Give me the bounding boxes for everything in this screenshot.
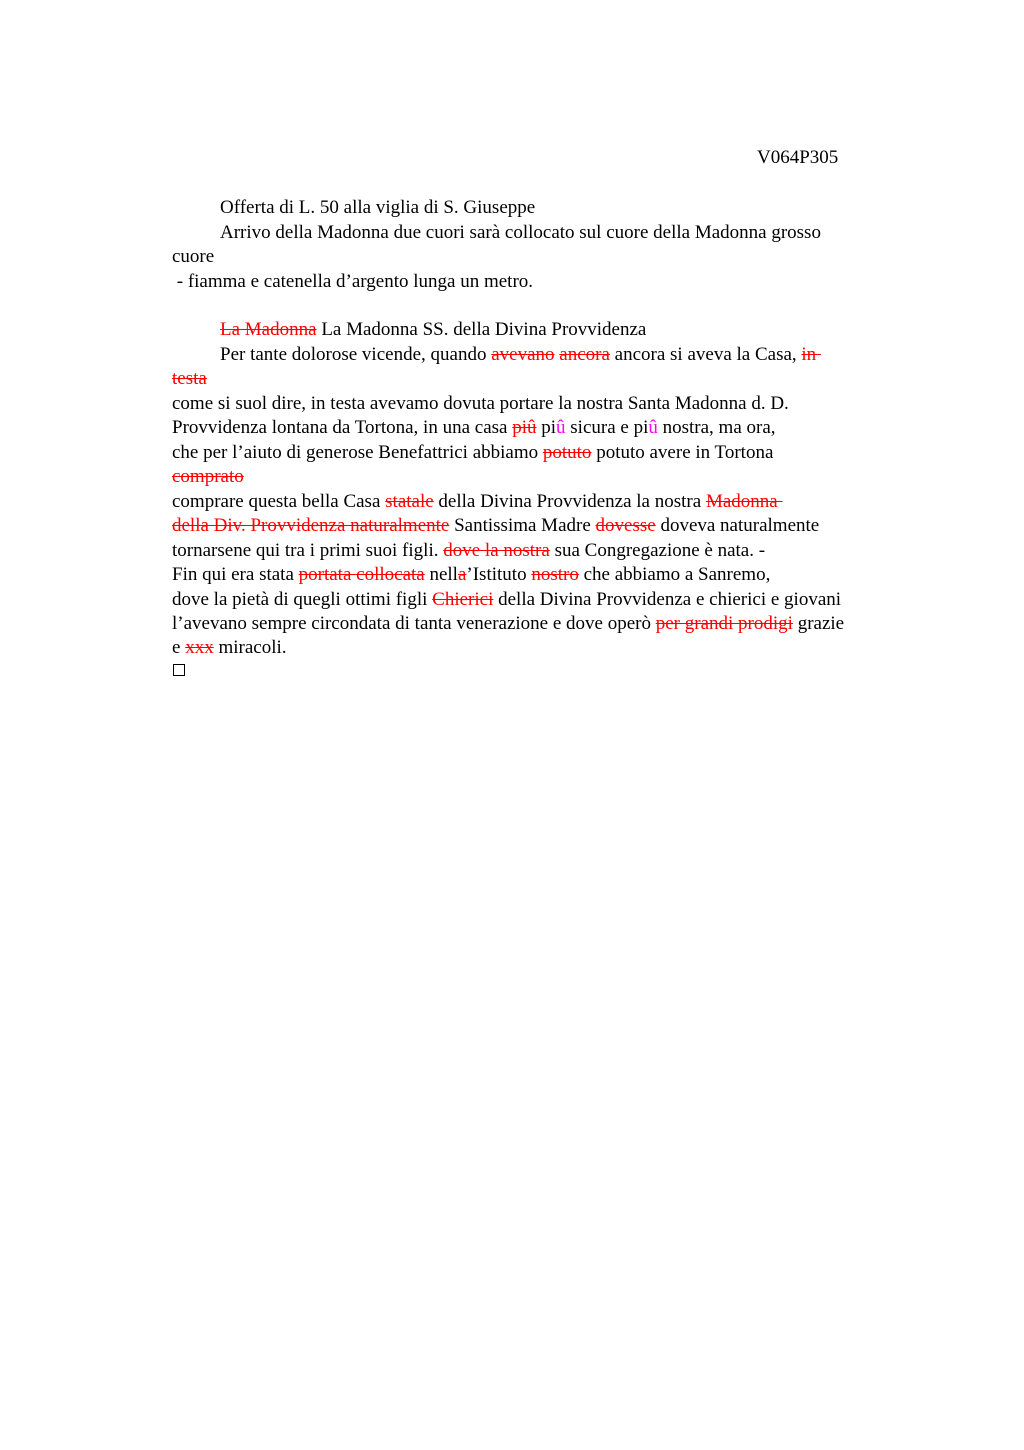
text-line: che per l’aiuto di generose Benefattrici abbiamo potuto potuto avere in Tortona <box>172 442 774 463</box>
text-line: Provvidenza lontana da Tortona, in una casa piû piû sicura e piû nostra, ma ora, <box>172 417 776 438</box>
deleted-text: comprato <box>172 466 244 487</box>
deleted-text: a <box>457 564 467 585</box>
text-line: e xxx miracoli. <box>172 637 287 658</box>
text-line: Offerta di L. 50 alla viglia di S. Giuseppe <box>220 197 536 218</box>
deleted-text: avevano <box>491 344 555 365</box>
deleted-text: portata collocata <box>298 564 425 585</box>
deleted-text: piû <box>512 417 537 438</box>
inserted-text: û <box>648 417 658 438</box>
deleted-text: Madonna <box>705 491 783 512</box>
text-line: comprare questa bella Casa statale della Divina Provvidenza la nostra Madonna <box>172 491 783 512</box>
text-line: Arrivo della Madonna due cuori sarà collocato sul cuore della Madonna grosso <box>220 222 821 243</box>
deleted-text: xxx <box>185 637 214 658</box>
text-line: tornarsene qui tra i primi suoi figli. dove la nostra sua Congregazione è nata. - <box>172 540 766 561</box>
deleted-text: statale <box>385 491 434 512</box>
text-line <box>172 367 207 391</box>
deleted-text: Chierici <box>432 589 494 610</box>
deleted-text: in <box>801 344 821 365</box>
end-mark-icon <box>173 664 185 676</box>
deleted-text: dovesse <box>595 515 656 536</box>
inserted-text: û <box>556 417 566 438</box>
text-line: La Madonna La Madonna SS. della Divina Provvidenza <box>220 319 647 340</box>
text-line: dove la pietà di quegli ottimi figli Chierici della Divina Provvidenza e chierici e giovani <box>172 589 842 610</box>
deleted-text: testa <box>172 368 207 389</box>
text-line: come si suol dire, in testa avevamo dovuta portare la nostra Santa Madonna d. D. <box>172 393 789 414</box>
deleted-text: dove la nostra <box>443 540 550 561</box>
deleted-text: potuto <box>542 442 592 463</box>
text-line: Fin qui era stata portata collocata nella’Istituto nostro che abbiamo a Sanremo, <box>172 564 771 585</box>
text-line <box>172 465 244 489</box>
deleted-text: nostro <box>531 564 579 585</box>
deleted-text: La Madonna <box>220 319 317 340</box>
deleted-text: per grandi prodigi <box>655 613 793 634</box>
deleted-text: della Div. Provvidenza naturalmente <box>172 515 450 536</box>
page-identifier: V064P305 <box>757 147 839 168</box>
deleted-text: ancora <box>559 344 610 365</box>
text-line: - fiamma e catenella d’argento lunga un metro. <box>172 271 534 292</box>
text-line: l’avevano sempre circondata di tanta venerazione e dove operò per grandi prodigi grazie <box>172 613 845 634</box>
text-line: cuore <box>172 246 215 267</box>
text-line: della Div. Provvidenza naturalmente Santissima Madre dovesse doveva naturalmente <box>172 515 820 536</box>
text-line: Per tante dolorose vicende, quando avevano ancora ancora si aveva la Casa, in <box>220 344 821 365</box>
